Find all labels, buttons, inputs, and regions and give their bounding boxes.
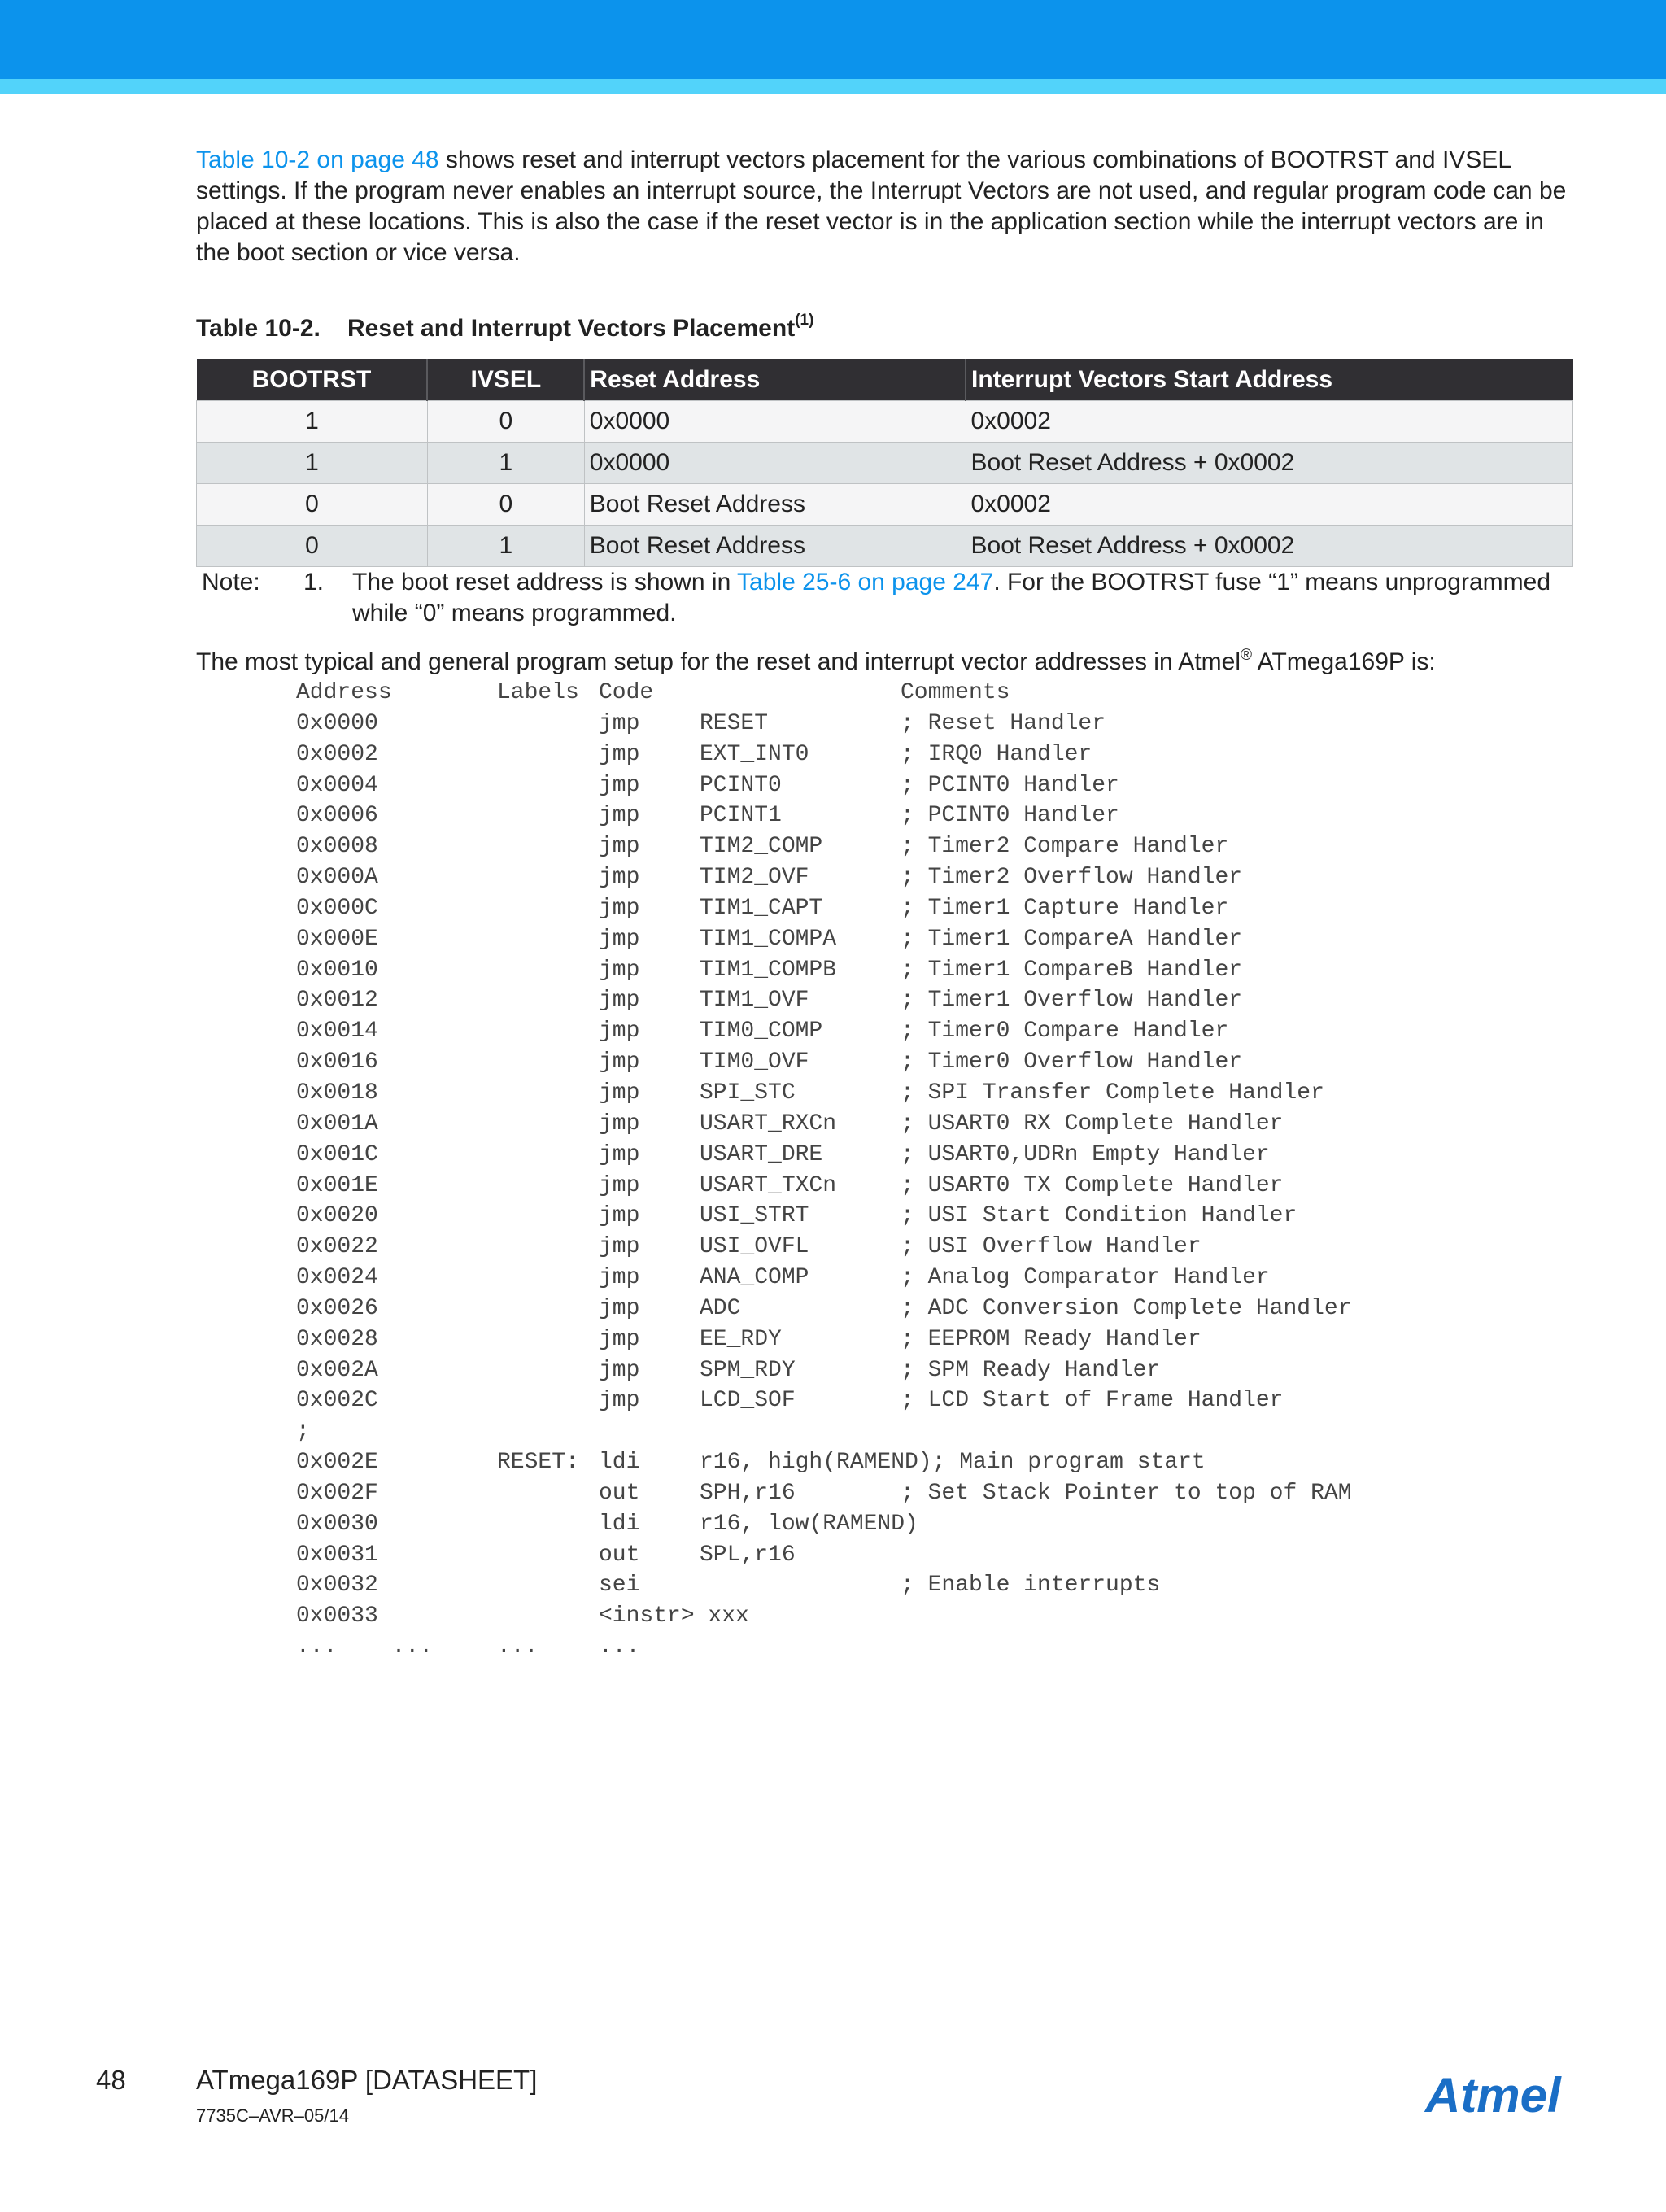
code-address: 0x001E xyxy=(296,1172,378,1198)
document-code: 7735C–AVR–05/14 xyxy=(196,2105,349,2126)
code-address: 0x001C xyxy=(296,1141,378,1167)
code-address: 0x0008 xyxy=(296,834,378,860)
code-line xyxy=(296,1016,1575,1047)
note-text-after: . For the BOOTRST fuse “1” means unprogrammed while “0” means programmed. xyxy=(352,569,1551,626)
code-line xyxy=(296,862,1575,893)
code-operand: ANA_COMP xyxy=(700,1265,809,1291)
table-caption-number: Table 10-2. xyxy=(196,315,321,342)
footer-title: ATmega169P [DATASHEET] xyxy=(196,2065,538,2095)
code-address: 0x0016 xyxy=(296,1049,378,1075)
code-operand: TIM1_COMPA xyxy=(700,926,837,952)
code-instruction: ... xyxy=(599,1634,640,1660)
code-comment: ; Reset Handler xyxy=(901,710,1106,736)
code-address: 0x002F xyxy=(296,1480,378,1506)
table-cell: 0 xyxy=(427,401,584,443)
table-cell: 1 xyxy=(197,443,428,484)
code-instruction: jmp xyxy=(599,957,640,983)
code-comment: ; Timer1 Overflow Handler xyxy=(901,988,1243,1014)
code-line xyxy=(296,1478,1575,1509)
header-interrupt-vectors-start: Interrupt Vectors Start Address xyxy=(966,359,1573,401)
code-address: 0x000C xyxy=(296,895,378,921)
code-line xyxy=(296,1078,1575,1109)
code-operand: USART_RXCn xyxy=(700,1110,837,1137)
code-address: 0x0010 xyxy=(296,957,378,983)
header-bootrst: BOOTRST xyxy=(197,359,428,401)
table-cell: 0x0002 xyxy=(966,401,1573,443)
code-line xyxy=(296,1447,1575,1478)
table-row xyxy=(197,443,1573,484)
table-row xyxy=(197,401,1573,443)
page-content xyxy=(196,145,1575,1663)
code-instruction: jmp xyxy=(599,1295,640,1321)
code-instruction: jmp xyxy=(599,1110,640,1137)
code-instruction: jmp xyxy=(599,895,640,921)
code-operand: r16, high(RAMEND); Main program start xyxy=(700,1450,1206,1476)
code-address: 0x0018 xyxy=(296,1080,378,1106)
code-line xyxy=(296,1140,1575,1171)
code-address: 0x0012 xyxy=(296,988,378,1014)
code-line xyxy=(296,801,1575,831)
code-operand: EXT_INT0 xyxy=(700,741,809,767)
page-number: 48 xyxy=(96,2065,126,2095)
code-line xyxy=(296,1109,1575,1140)
note-text-before: The boot reset address is shown in xyxy=(352,569,738,596)
code-address: 0x0026 xyxy=(296,1295,378,1321)
table-cell: Boot Reset Address xyxy=(584,484,966,526)
code-address: 0x001A xyxy=(296,1110,378,1137)
code-address: Address xyxy=(296,680,392,705)
code-address: 0x0000 xyxy=(296,710,378,736)
code-instruction: jmp xyxy=(599,1234,640,1260)
code-address: 0x002A xyxy=(296,1357,378,1383)
code-comment: ; Timer0 Overflow Handler xyxy=(901,1049,1243,1075)
code-instruction: out xyxy=(599,1542,640,1568)
code-comment: ; USI Overflow Handler xyxy=(901,1234,1202,1260)
code-line xyxy=(296,1632,1575,1663)
code-header-row xyxy=(296,678,1575,709)
code-instruction: jmp xyxy=(599,988,640,1014)
code-instruction: jmp xyxy=(599,1265,640,1291)
header-ivsel: IVSEL xyxy=(427,359,584,401)
code-address: 0x002E xyxy=(296,1450,378,1476)
table-caption-title: Reset and Interrupt Vectors Placement xyxy=(347,315,796,342)
code-operand: TIM1_CAPT xyxy=(700,895,823,921)
code-operand: PCINT1 xyxy=(700,803,782,829)
code-line xyxy=(296,1355,1575,1386)
code-address: 0x0031 xyxy=(296,1542,378,1568)
code-operand: TIM0_OVF xyxy=(700,1049,809,1075)
code-instruction: jmp xyxy=(599,834,640,860)
code-operand: USI_OVFL xyxy=(700,1234,809,1260)
code-line xyxy=(296,770,1575,801)
code-instruction: jmp xyxy=(599,710,640,736)
table-cell: 1 xyxy=(427,443,584,484)
code-comment: ; Timer2 Compare Handler xyxy=(901,834,1229,860)
code-line xyxy=(296,955,1575,986)
code-comment: ; Timer1 CompareB Handler xyxy=(901,957,1243,983)
code-comment: ; USART0 RX Complete Handler xyxy=(901,1110,1284,1137)
note-table-link[interactable]: Table 25-6 on page 247 xyxy=(737,569,994,596)
code-operand: SPH,r16 xyxy=(700,1480,796,1506)
setup-paragraph xyxy=(196,640,1575,678)
code-comment: ; LCD Start of Frame Handler xyxy=(901,1388,1284,1414)
code-operand: USART_TXCn xyxy=(700,1172,837,1198)
code-instruction: jmp xyxy=(599,1019,640,1045)
code-address: 0x0006 xyxy=(296,803,378,829)
code-instruction: sei xyxy=(599,1573,640,1599)
code-comment: ; Timer0 Compare Handler xyxy=(901,1019,1229,1045)
code-instruction: jmp xyxy=(599,803,640,829)
code-address: 0x0022 xyxy=(296,1234,378,1260)
code-comment: ; USI Start Condition Handler xyxy=(901,1203,1297,1229)
code-label: Labels xyxy=(497,680,579,705)
code-address: 0x0002 xyxy=(296,741,378,767)
intro-text: shows reset and interrupt vectors placement for the various combinations of BOOTRST and IVSEL settings. If the program never enables an interrupt source, the Interrupt Vectors are not used, and regular program code can be placed at these locations. This is also the case if the reset vector is in the application section while the interrupt vectors are in the boot section or vice versa. xyxy=(196,146,1567,266)
code-operand: USART_DRE xyxy=(700,1141,823,1167)
code-line xyxy=(296,1201,1575,1232)
code-address: ... ... xyxy=(296,1634,434,1660)
table-caption-footnote: (1) xyxy=(795,312,814,329)
code-line xyxy=(296,1232,1575,1263)
table-cell: 0x0002 xyxy=(966,484,1573,526)
code-operand: ADC xyxy=(700,1295,741,1321)
code-address: 0x0024 xyxy=(296,1265,378,1291)
table-cell: 0 xyxy=(197,484,428,526)
code-operand: r16, low(RAMEND) xyxy=(700,1511,918,1537)
code-address: 0x0033 xyxy=(296,1603,378,1630)
code-operand: SPL,r16 xyxy=(700,1542,796,1568)
code-comment: ; Enable interrupts xyxy=(901,1573,1161,1599)
table-cell: 1 xyxy=(427,526,584,567)
code-listing xyxy=(296,678,1575,1663)
code-operand: RESET xyxy=(700,710,769,736)
code-line xyxy=(296,1416,1575,1447)
note-label: Note: xyxy=(202,569,260,596)
code-comment: ; Timer1 CompareA Handler xyxy=(901,926,1243,952)
code-operand: TIM1_COMPB xyxy=(700,957,837,983)
code-label: RESET: xyxy=(497,1450,579,1476)
code-address: 0x0014 xyxy=(296,1019,378,1045)
code-comment: ; Analog Comparator Handler xyxy=(901,1265,1270,1291)
code-line xyxy=(296,924,1575,955)
code-instruction: jmp xyxy=(599,741,640,767)
code-line xyxy=(296,1047,1575,1078)
code-line xyxy=(296,1263,1575,1294)
code-address: 0x000A xyxy=(296,865,378,891)
code-instruction: jmp xyxy=(599,865,640,891)
code-comment: ; PCINT0 Handler xyxy=(901,772,1119,798)
code-address: ; xyxy=(296,1419,310,1445)
atmel-logo-wordmark: Atmel xyxy=(1425,2068,1561,2122)
code-instruction: out xyxy=(599,1480,640,1506)
header-reset-address: Reset Address xyxy=(584,359,966,401)
code-line xyxy=(296,709,1575,740)
code-operand: PCINT0 xyxy=(700,772,782,798)
code-line xyxy=(296,1570,1575,1601)
table-header-row xyxy=(197,359,1573,401)
code-comment: ; SPM Ready Handler xyxy=(901,1357,1161,1383)
code-instruction: jmp xyxy=(599,1326,640,1352)
code-address: 0x0020 xyxy=(296,1203,378,1229)
table-cell: 0 xyxy=(427,484,584,526)
table-cell: 0x0000 xyxy=(584,443,966,484)
code-instruction: jmp xyxy=(599,1388,640,1414)
code-line xyxy=(296,831,1575,862)
table-row xyxy=(197,484,1573,526)
code-comment: ; PCINT0 Handler xyxy=(901,803,1119,829)
code-operand: TIM1_OVF xyxy=(700,988,809,1014)
vectors-placement-table xyxy=(196,359,1573,567)
code-operand: LCD_SOF xyxy=(700,1388,796,1414)
code-instruction: jmp xyxy=(599,1141,640,1167)
code-line xyxy=(296,1324,1575,1355)
code-address: 0x002C xyxy=(296,1388,378,1414)
code-line xyxy=(296,1540,1575,1571)
table-link[interactable]: Table 10-2 on page 48 xyxy=(196,146,439,173)
table-row xyxy=(197,526,1573,567)
code-comment: ; Timer2 Overflow Handler xyxy=(901,865,1243,891)
code-address: 0x0032 xyxy=(296,1573,378,1599)
code-address: 0x0030 xyxy=(296,1511,378,1537)
header-bar xyxy=(0,0,1666,79)
atmel-logo xyxy=(1422,2066,1570,2122)
code-comment: ; USART0,UDRn Empty Handler xyxy=(901,1141,1270,1167)
code-comment: ; SPI Transfer Complete Handler xyxy=(901,1080,1324,1106)
table-cell: 0 xyxy=(197,526,428,567)
code-line xyxy=(296,985,1575,1016)
code-operand: SPI_STC xyxy=(700,1080,796,1106)
code-instruction: jmp xyxy=(599,1080,640,1106)
code-operand: EE_RDY xyxy=(700,1326,782,1352)
code-comment: ; EEPROM Ready Handler xyxy=(901,1326,1202,1352)
code-instruction: <instr> xxx xyxy=(599,1603,749,1630)
setup-text-before: The most typical and general program setup for the reset and interrupt vector addresses in Atmel xyxy=(196,648,1241,675)
code-comment: ; USART0 TX Complete Handler xyxy=(901,1172,1284,1198)
code-line xyxy=(296,1171,1575,1202)
code-instruction: jmp xyxy=(599,1172,640,1198)
registered-mark: ® xyxy=(1241,647,1252,664)
code-address: 0x0004 xyxy=(296,772,378,798)
code-instruction: jmp xyxy=(599,772,640,798)
code-line xyxy=(296,1385,1575,1416)
code-operand: TIM2_OVF xyxy=(700,865,809,891)
code-instruction: ldi xyxy=(599,1450,640,1476)
table-cell: 1 xyxy=(197,401,428,443)
code-instruction: Code xyxy=(599,680,654,705)
table-cell: 0x0000 xyxy=(584,401,966,443)
note-text xyxy=(352,567,1572,629)
code-address: 0x0028 xyxy=(296,1326,378,1352)
table-caption xyxy=(196,305,1575,344)
code-comment: Comments xyxy=(901,680,1010,705)
code-operand: SPM_RDY xyxy=(700,1357,796,1383)
code-instruction: ldi xyxy=(599,1511,640,1537)
code-label: ... xyxy=(497,1634,539,1660)
code-comment: ; Set Stack Pointer to top of RAM xyxy=(901,1480,1352,1506)
header-stripe xyxy=(0,79,1666,94)
code-operand: TIM2_COMP xyxy=(700,834,823,860)
code-line xyxy=(296,1294,1575,1324)
code-operand: TIM0_COMP xyxy=(700,1019,823,1045)
setup-text-after: ATmega169P is: xyxy=(1252,648,1436,675)
code-instruction: jmp xyxy=(599,1203,640,1229)
code-address: 0x000E xyxy=(296,926,378,952)
note-number: 1. xyxy=(303,569,325,596)
code-operand: USI_STRT xyxy=(700,1203,809,1229)
table-cell: Boot Reset Address + 0x0002 xyxy=(966,526,1573,567)
code-line xyxy=(296,893,1575,924)
table-note xyxy=(196,567,1575,629)
intro-paragraph xyxy=(196,145,1575,268)
code-instruction: jmp xyxy=(599,926,640,952)
code-comment: ; ADC Conversion Complete Handler xyxy=(901,1295,1352,1321)
code-instruction: jmp xyxy=(599,1357,640,1383)
code-line xyxy=(296,1601,1575,1632)
code-comment: ; IRQ0 Handler xyxy=(901,741,1092,767)
table-cell: Boot Reset Address xyxy=(584,526,966,567)
code-line xyxy=(296,740,1575,770)
table-cell: Boot Reset Address + 0x0002 xyxy=(966,443,1573,484)
code-instruction: jmp xyxy=(599,1049,640,1075)
code-line xyxy=(296,1509,1575,1540)
code-comment: ; Timer1 Capture Handler xyxy=(901,895,1229,921)
